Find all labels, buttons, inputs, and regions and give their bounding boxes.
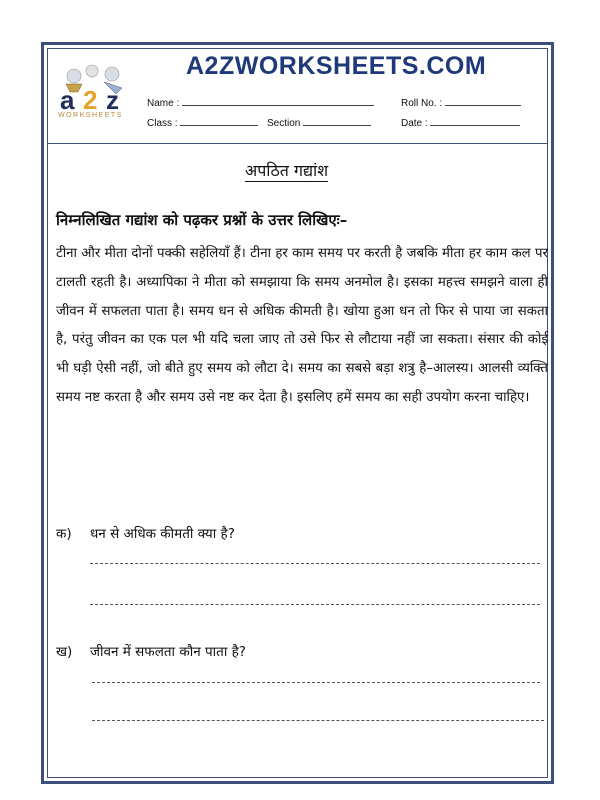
class-label: Class :	[147, 118, 178, 129]
answer-line-1b[interactable]	[90, 604, 540, 605]
instruction-text: निम्नलिखित गद्यांश को पढ़कर प्रश्नों के उत्तर लिखिएः–	[56, 211, 348, 229]
header-divider	[47, 143, 548, 144]
answer-line-1a[interactable]	[90, 563, 540, 564]
name-label: Name :	[147, 98, 180, 109]
date-label: Date :	[401, 118, 428, 129]
name-line[interactable]	[182, 96, 374, 106]
date-line[interactable]	[430, 116, 520, 126]
section-label: Section	[267, 118, 301, 129]
svg-text:z: z	[106, 85, 119, 115]
class-line[interactable]	[180, 116, 258, 126]
question-2	[56, 642, 246, 660]
question-1	[56, 524, 235, 542]
question-2-number: ख)	[56, 644, 73, 660]
page-border-inner	[47, 48, 548, 778]
answer-line-2b[interactable]	[92, 720, 544, 721]
roll-field[interactable]	[401, 96, 521, 109]
passage-text: टीना और मीता दोनों पक्की सहेलियाँ हैं। टीना हर काम समय पर करती है जबकि मीता हर काम कल पर टालती रहती है। अध्यापिका ने मीता को समझाया कि समय अनमोल है। इसका महत्त्व समझने वाला ही जीवन में सफलता पाता है। समय धन से अधिक कीमती है। खोया हुआ धन तो फिर से पाया जा सकता है, परंतु जीवन का एक पल भी यदि चला जाए तो उसे फिर से लौटाया नहीं जा सकता। संसार की कोई भी घड़ी ऐसी नहीं, जो बीते हुए समय को लौटा दे। समय का सबसे बड़ा शत्रु है–आलस्य। आलसी व्यक्ति समय नष्ट करता है और समय उसे नष्ट कर देता है। इसलिए हमें समय का सही उपयोग करना चाहिए।	[56, 246, 548, 405]
question-1-text: धन से अधिक कीमती क्या है?	[90, 526, 235, 542]
logo-caption: WORKSHEETS	[58, 112, 123, 119]
svg-text:2: 2	[83, 85, 98, 115]
answer-line-2a[interactable]	[92, 682, 540, 683]
site-title: A2ZWORKSHEETS.COM	[186, 52, 487, 80]
svg-text:a: a	[60, 85, 75, 115]
roll-line[interactable]	[445, 96, 521, 106]
section-field[interactable]	[267, 116, 371, 129]
section-line[interactable]	[303, 116, 371, 126]
question-1-number: क)	[56, 526, 72, 542]
date-field[interactable]	[401, 116, 520, 129]
name-field[interactable]	[147, 96, 374, 109]
question-2-text: जीवन में सफलता कौन पाता है?	[90, 644, 246, 660]
roll-label: Roll No. :	[401, 98, 443, 109]
worksheet-title: अपठित गद्यांश	[245, 161, 329, 180]
class-field[interactable]	[147, 116, 258, 129]
